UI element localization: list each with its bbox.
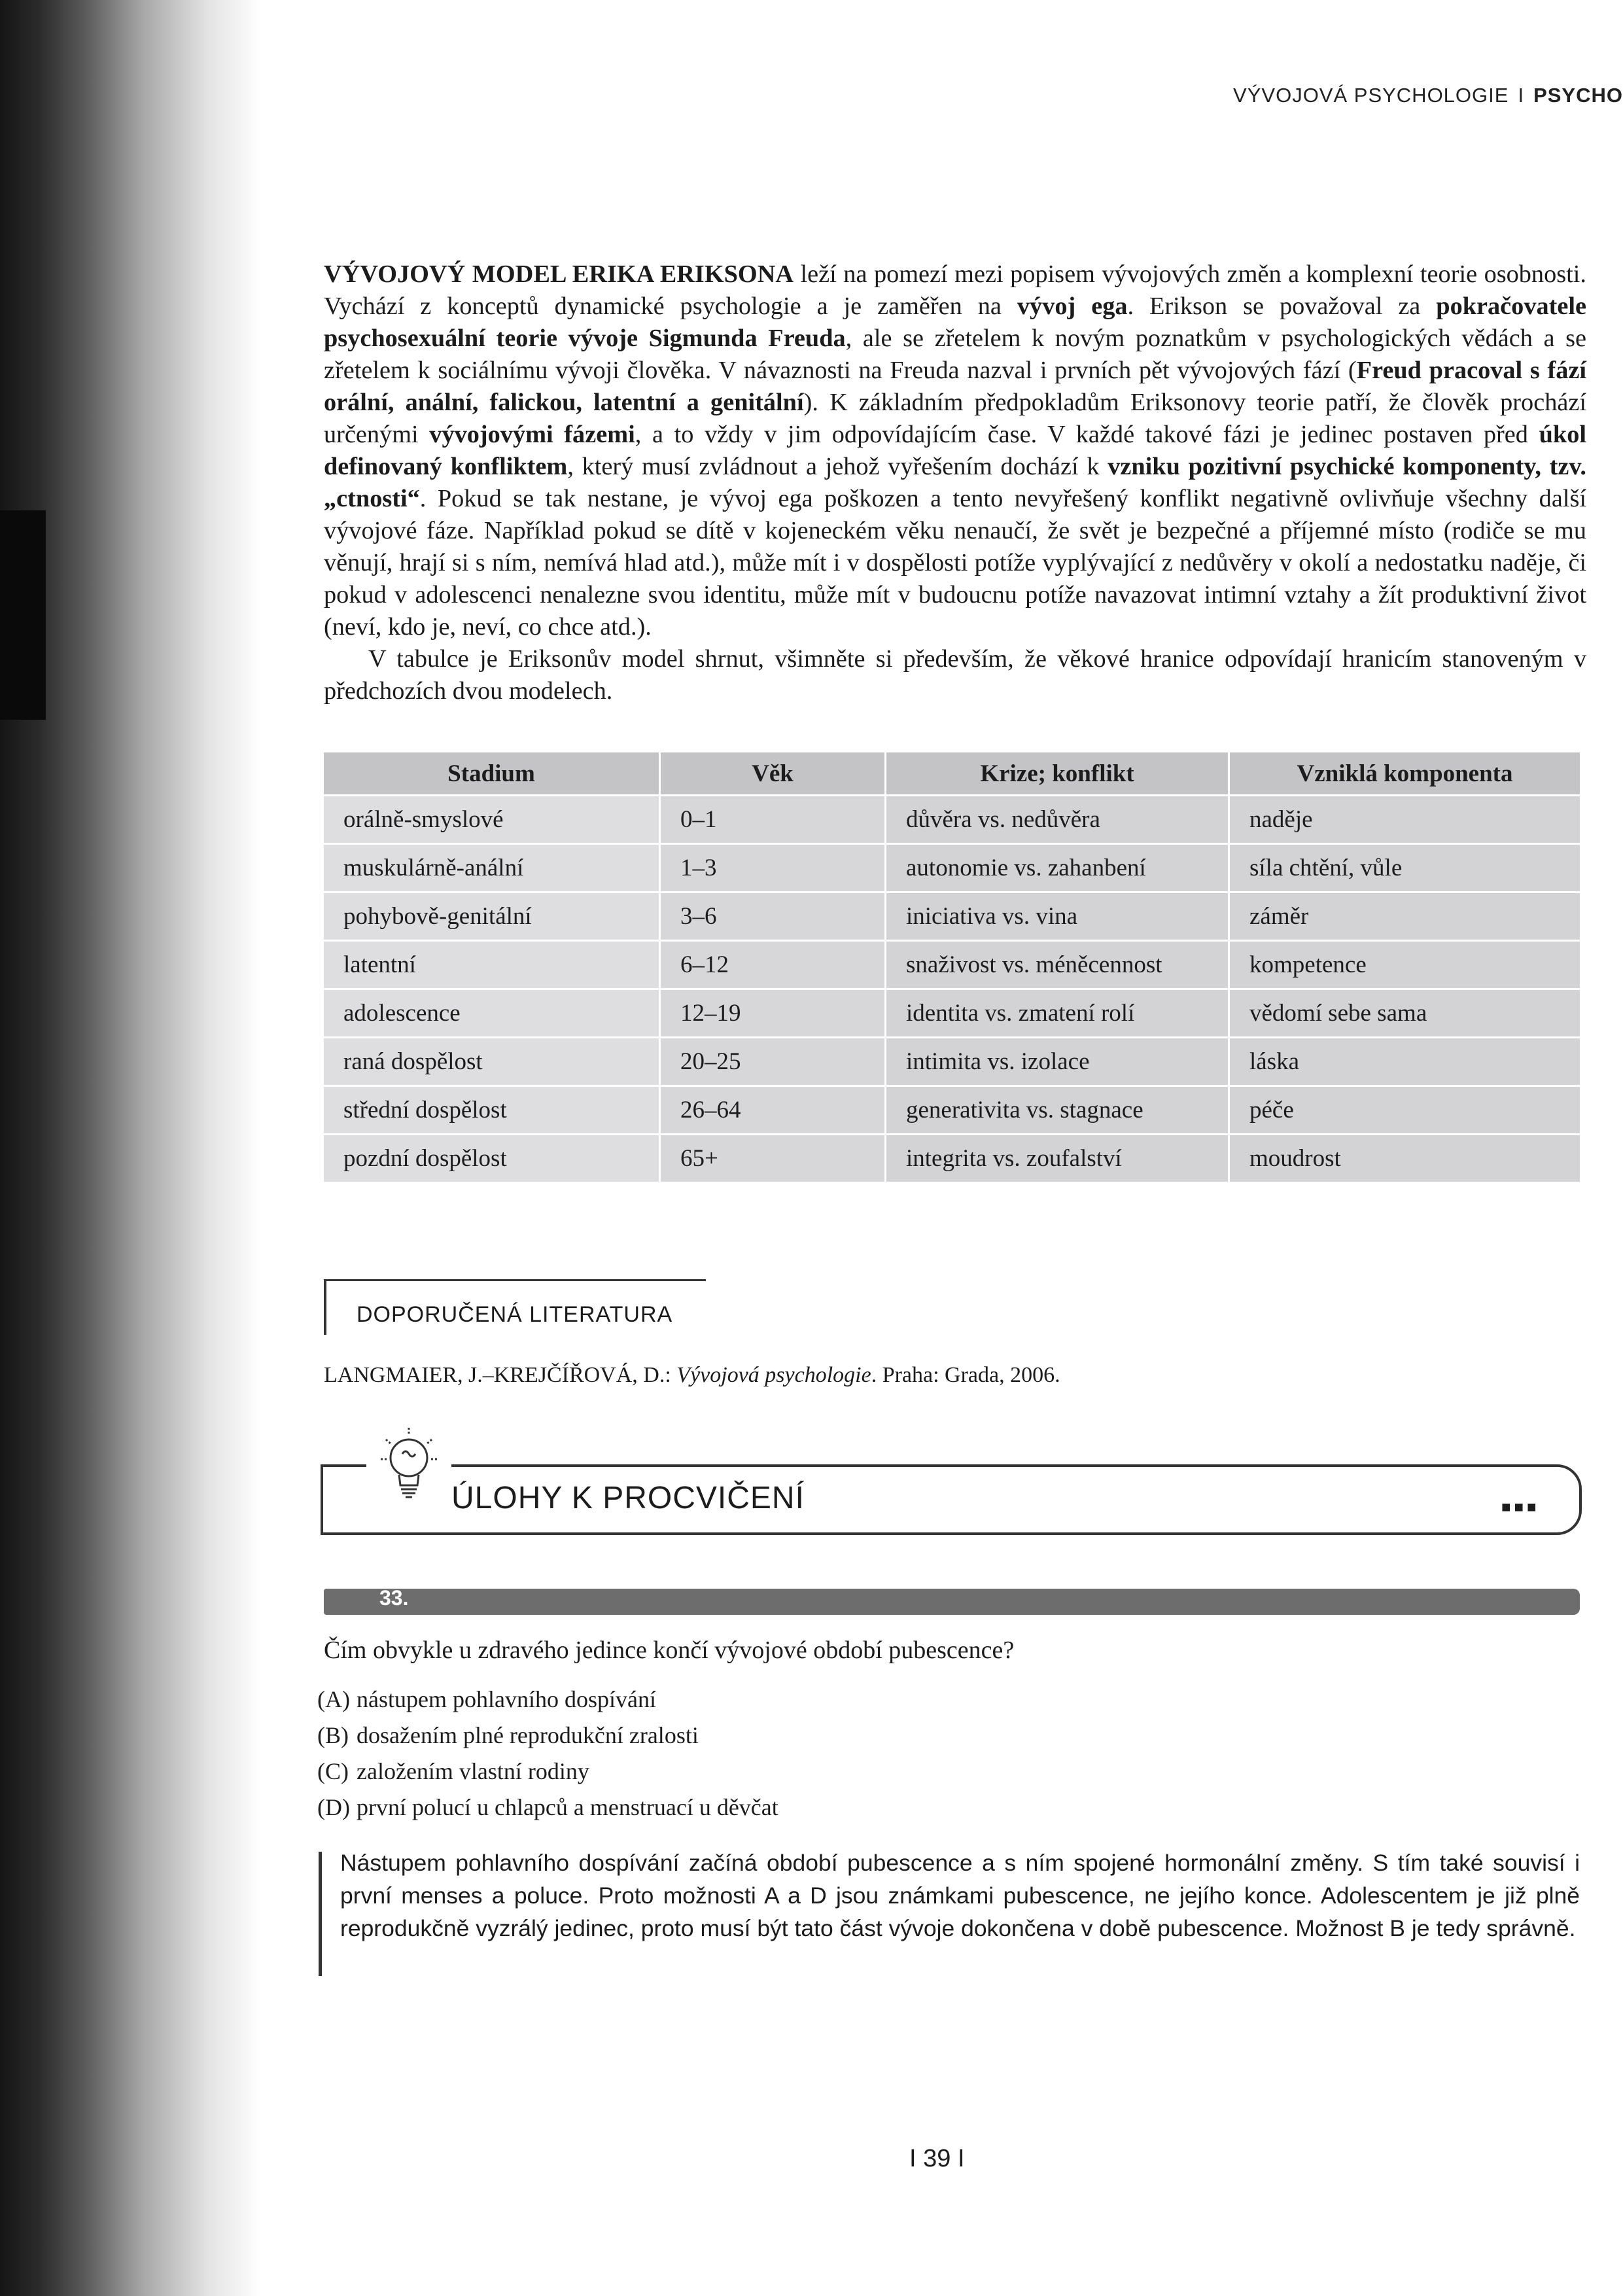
intro-bold-2: pokračovatele psychosexuální teorie vývoje Sigmunda Freuda: [324, 292, 1587, 352]
table-row: [324, 892, 1580, 941]
exercises-heading: ÚLOHY K PROCVIČENÍ: [451, 1481, 805, 1515]
literature-reference: [324, 1363, 1060, 1388]
component-cell: péče: [1229, 1086, 1580, 1135]
option-b: [317, 1718, 778, 1754]
erikson-stages-table: [324, 752, 1580, 1184]
table-row: [324, 1038, 1580, 1086]
stage-cell: pohybově-genitální: [324, 892, 660, 941]
table-row: [324, 1135, 1580, 1183]
intro-text-5: , a to vždy v jim odpovídajícím čase. V každé takové fázi je jedinec postaven před: [635, 421, 1539, 448]
age-cell: 26–64: [660, 1086, 886, 1135]
age-cell: 20–25: [660, 1038, 886, 1086]
intro-text-4: ). K základním předpokladům Eriksonovy teorie patří, že člověk prochází určenými: [324, 389, 1586, 448]
question-text: Čím obvykle u zdravého jedince končí vývojové období pubescence?: [324, 1636, 1015, 1664]
intro-paragraph: [324, 258, 1586, 643]
option-text: založením vlastní rodiny: [357, 1758, 589, 1784]
running-header: [1233, 84, 1623, 107]
table-row: [324, 941, 1580, 989]
col-header-vek: Věk: [660, 752, 886, 796]
age-cell: 65+: [660, 1135, 886, 1183]
intro-section: [324, 258, 1586, 707]
intro-text-7: . Pokud se tak nestane, je vývoj ega poškozen a tento nevyřešený konflikt negativně ovlivňuje všechny další vývojové fáze. Například pokud se dítě v kojeneckém věku nenaučí, že svět je bezpečné a příjemné místo (rodiče se mu věnují, hrají si s ním, nemívá hlad atd.), může mít i v dospělosti potíže vyplývající z nedůvěry v okolí a nedostatku naděje, či pokud v adolescenci nenalezne svou identitu, může mít v budoucnu potíže navazovat intimní vztahy a žít produktivní život (neví, kdo je, neví, co chce atd.).: [324, 485, 1586, 641]
running-header-separator: I: [1518, 84, 1525, 107]
option-text: první polucí u chlapců a menstruací u děvčat: [357, 1794, 778, 1820]
intro-bold-1: vývoj ega: [1017, 292, 1128, 320]
option-letter: (B): [317, 1722, 349, 1748]
lightbulb-icon: [366, 1420, 451, 1518]
intro-text-6: , který musí zvládnout a jehož vyřešením dochází k: [567, 453, 1108, 480]
table-header-row: [324, 752, 1580, 796]
component-cell: láska: [1229, 1038, 1580, 1086]
stage-cell: raná dospělost: [324, 1038, 660, 1086]
crisis-cell: intimita vs. izolace: [886, 1038, 1229, 1086]
question-number: 33.: [379, 1586, 409, 1610]
stage-cell: orálně-smyslové: [324, 796, 660, 844]
option-letter: (D): [317, 1794, 350, 1820]
crisis-cell: iniciativa vs. vina: [886, 892, 1229, 941]
option-text: nástupem pohlavního dospívání: [357, 1686, 656, 1712]
stage-cell: muskulárně-anální: [324, 844, 660, 892]
literature-authors: LANGMAIER, J.–KREJČÍŘOVÁ, D.:: [324, 1363, 677, 1387]
option-text: dosažením plné reprodukční zralosti: [357, 1722, 699, 1748]
crisis-cell: autonomie vs. zahanbení: [886, 844, 1229, 892]
intro-text-2: . Erikson se považoval za: [1127, 292, 1437, 320]
age-cell: 3–6: [660, 892, 886, 941]
stage-cell: pozdní dospělost: [324, 1135, 660, 1183]
age-cell: 0–1: [660, 796, 886, 844]
component-cell: síla chtění, vůle: [1229, 844, 1580, 892]
literature-publisher: . Praha: Grada, 2006.: [871, 1363, 1060, 1387]
option-c: [317, 1754, 778, 1790]
intro-bold-3: Freud pracoval s fází orální, anální, falickou, latentní a genitální: [324, 357, 1586, 416]
literature-heading: DOPORUČENÁ LITERATURA: [357, 1302, 673, 1327]
stage-cell: adolescence: [324, 989, 660, 1038]
age-cell: 6–12: [660, 941, 886, 989]
component-cell: moudrost: [1229, 1135, 1580, 1183]
answer-explanation: Nástupem pohlavního dospívání začíná období pubescence a s ním spojené hormonální změny. S tím také souvisí i první menses a poluce. Proto možnosti A a D jsou známkami pubescence, ne jejího konce. Adolescentem je již plně reprodukčně vyzrálý jedinec, proto musí být tato část vývoje dokončena v době pubescence. Možnost B je tedy správně.: [340, 1850, 1580, 1941]
answer-options: [317, 1682, 778, 1826]
option-letter: (C): [317, 1758, 349, 1784]
intro-bold-6: vzniku pozitivní psychické komponenty, tzv. „ctnosti“: [324, 453, 1587, 512]
explanation-bar: [319, 1852, 322, 1976]
table-row: [324, 796, 1580, 844]
col-header-krize: Krize; konflikt: [886, 752, 1229, 796]
crisis-cell: identita vs. zmatení rolí: [886, 989, 1229, 1038]
crisis-cell: generativita vs. stagnace: [886, 1086, 1229, 1135]
option-a: [317, 1682, 778, 1718]
stage-cell: střední dospělost: [324, 1086, 660, 1135]
section-lead: VÝVOJOVÝ MODEL ERIKA ERIKSONA: [324, 260, 794, 288]
component-cell: kompetence: [1229, 941, 1580, 989]
table-intro-paragraph: V tabulce je Eriksonův model shrnut, všimněte si především, že věkové hranice odpovídají hranicím stanoveným v předchozích dvou modelech.: [324, 645, 1586, 705]
table-row: [324, 844, 1580, 892]
option-d: [317, 1790, 778, 1826]
col-header-komponenta: Vzniklá komponenta: [1229, 752, 1580, 796]
literature-book-title: Vývojová psychologie: [676, 1363, 871, 1387]
intro-text-1: leží na pomezí mezi popisem vývojových změn a komplexní teorie osobnosti. Vychází z konceptů dynamické psychologie a je zaměřen na: [324, 260, 1586, 320]
age-cell: 1–3: [660, 844, 886, 892]
crisis-cell: důvěra vs. nedůvěra: [886, 796, 1229, 844]
component-cell: vědomí sebe sama: [1229, 989, 1580, 1038]
intro-bold-4: vývojovými fázemi: [429, 421, 635, 448]
col-header-stadium: Stadium: [324, 752, 660, 796]
option-letter: (A): [317, 1686, 350, 1712]
component-cell: záměr: [1229, 892, 1580, 941]
running-header-chapter: PSYCHO: [1533, 84, 1623, 107]
crisis-cell: integrita vs. zoufalství: [886, 1135, 1229, 1183]
exercises-dots: ■■■: [1501, 1498, 1540, 1516]
intro-bold-5: úkol definovaný konfliktem: [324, 421, 1586, 480]
running-header-section: VÝVOJOVÁ PSYCHOLOGIE: [1233, 84, 1509, 107]
table-row: [324, 989, 1580, 1038]
crisis-cell: snaživost vs. méněcennost: [886, 941, 1229, 989]
intro-text-3: , ale se zřetelem k novým poznatkům v psychologických vědách a se zřetelem k sociálnímu vývoji člověka. V návaznosti na Freuda nazval i prvních pět vývojových fází (: [324, 325, 1586, 384]
table-row: [324, 1086, 1580, 1135]
component-cell: naděje: [1229, 796, 1580, 844]
page-number: I 39 I: [909, 2145, 965, 2172]
stage-cell: latentní: [324, 941, 660, 989]
gutter-dark-mark: [0, 510, 46, 720]
book-gutter-shadow: [0, 0, 262, 2296]
age-cell: 12–19: [660, 989, 886, 1038]
question-bar: [324, 1589, 1580, 1615]
